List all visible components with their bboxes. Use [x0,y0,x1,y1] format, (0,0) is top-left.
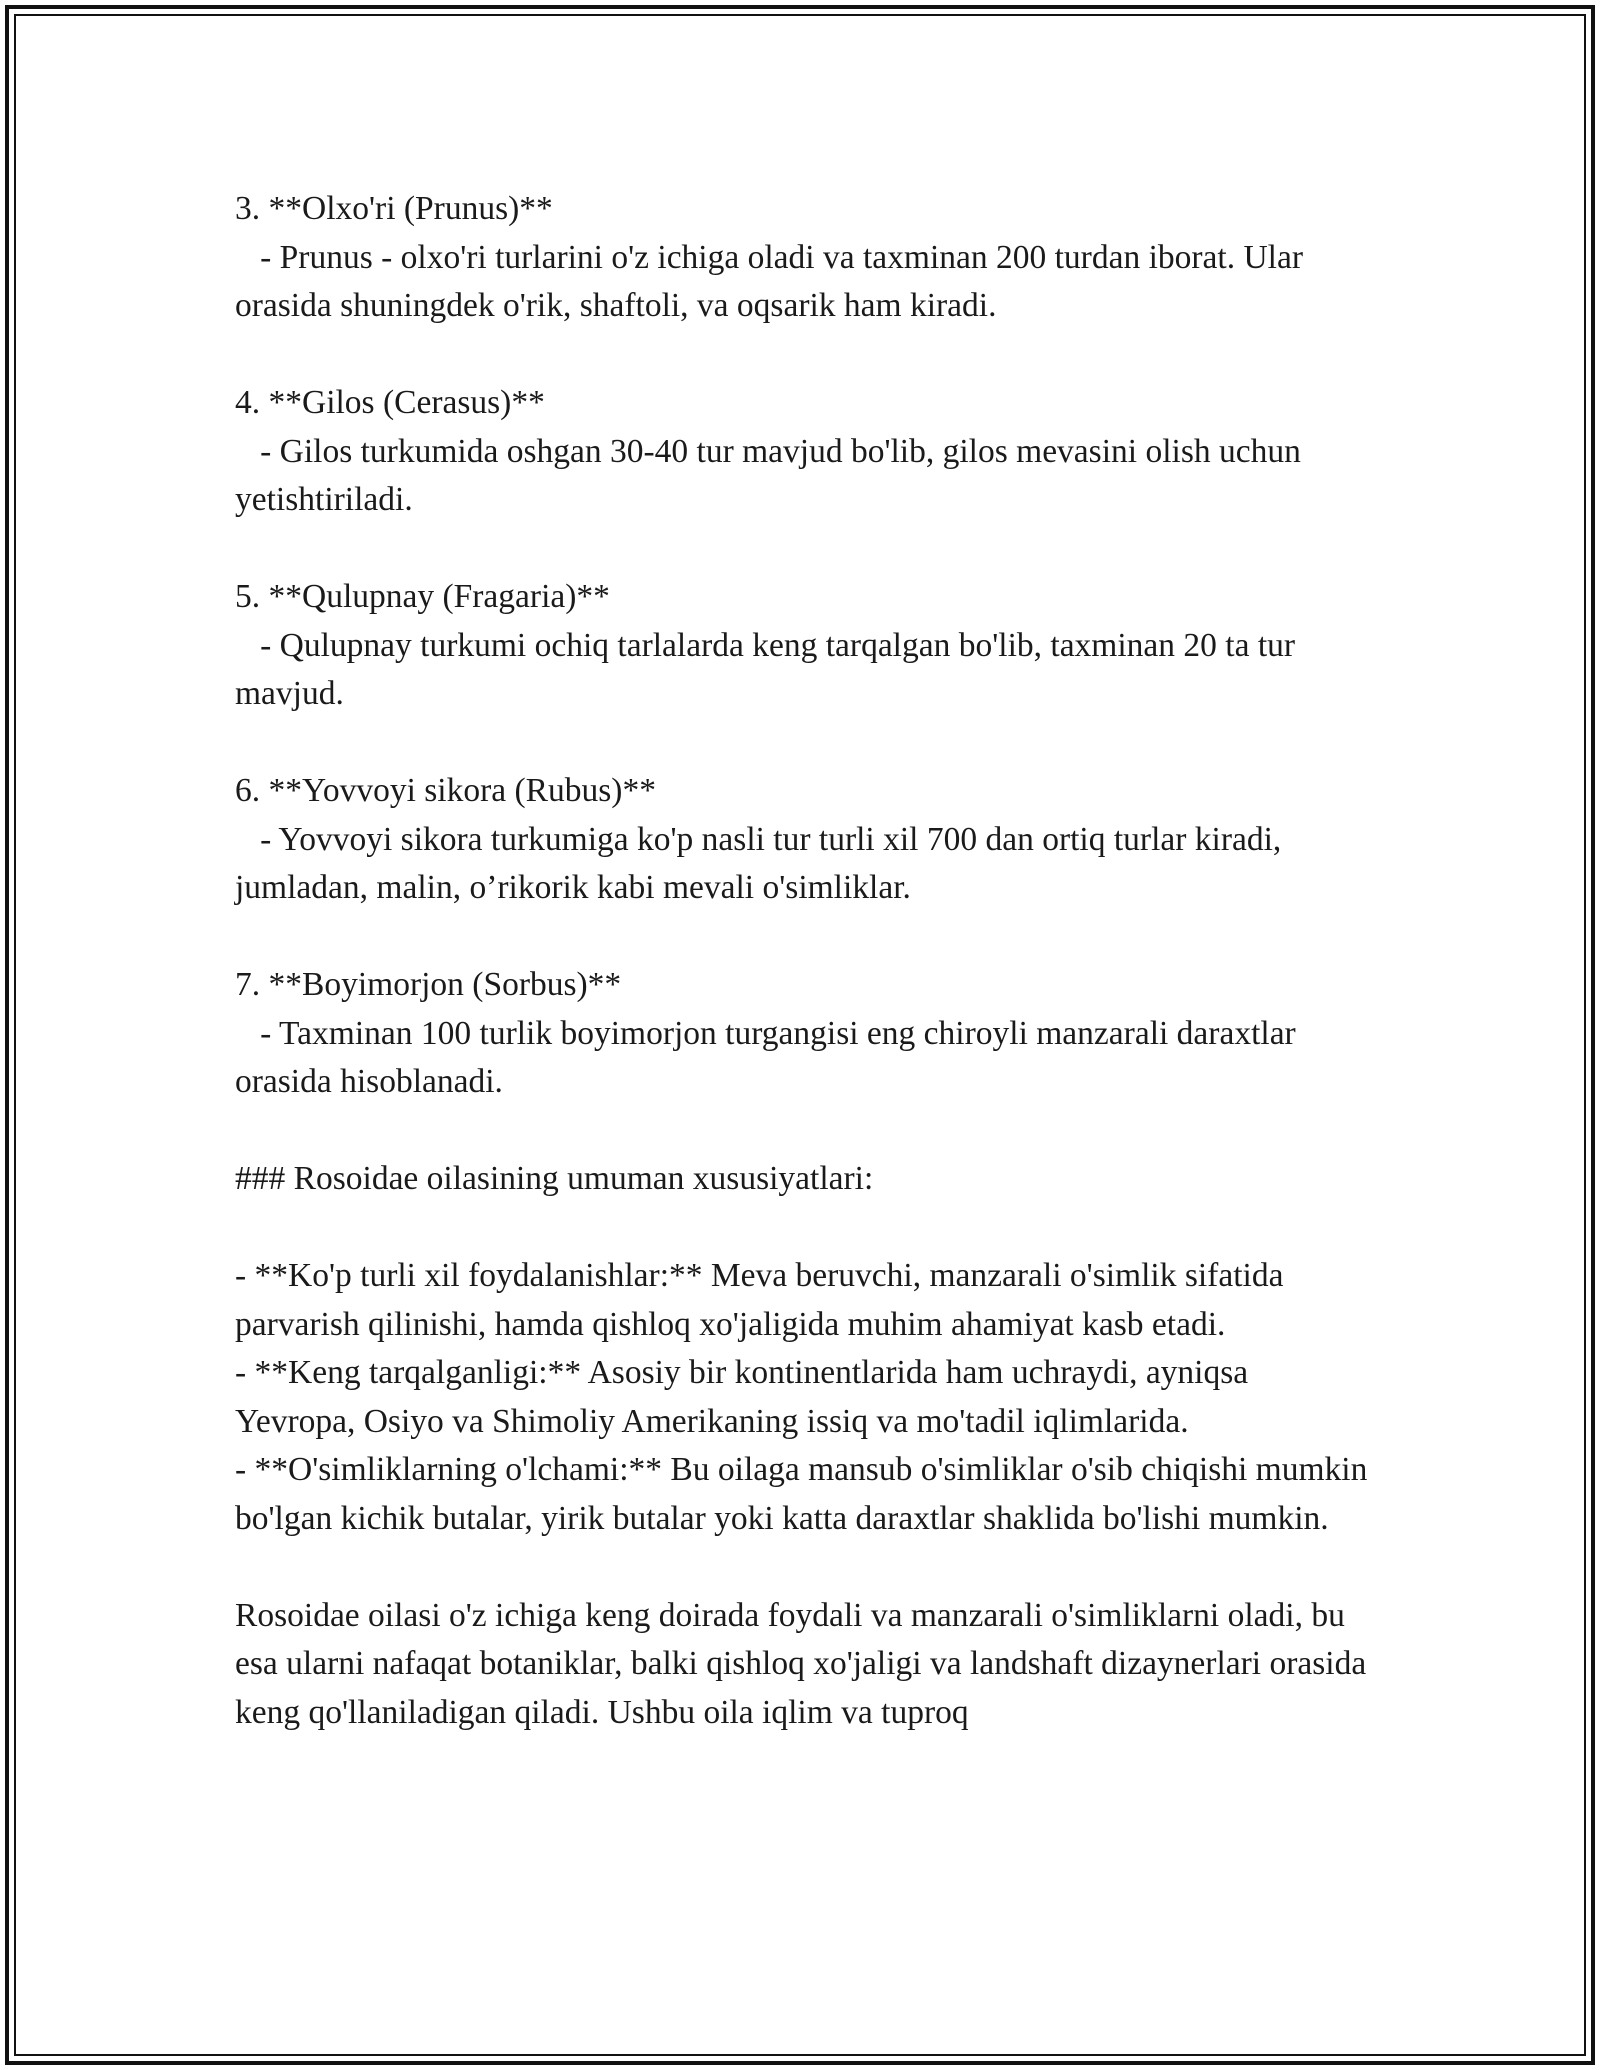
section-heading-cerasus: 4. **Gilos (Cerasus)** [235,384,545,421]
section-body-sorbus: - Taxminan 100 turlik boyimorjon turgangisi eng chiroyli manzarali daraxtlar orasida hisoblanadi. [235,1014,1305,1100]
section-heading-rubus: 6. **Yovvoyi sikora (Rubus)** [235,772,656,809]
paragraph-gap [235,1543,1370,1592]
paragraph-gap [235,1107,1370,1156]
paragraph-gap [235,913,1370,962]
section-body-cerasus: - Gilos turkumida oshgan 30-40 tur mavjud bo'lib, gilos mevasini olish uchun yetishtiriladi. [235,432,1310,518]
paragraph-gap [235,525,1370,574]
bullet-plant-size: - **O'simliklarning o'lchami:** Bu oilaga mansub o'simliklar o'sib chiqishi mumkin bo'lgan kichik butalar, yirik butalar yoki katta daraxtlar shaklida bo'lishi mumkin. [235,1451,1376,1537]
section-heading-sorbus: 7. **Boyimorjon (Sorbus)** [235,966,622,1003]
bullet-distribution: - **Keng tarqalganligi:** Asosiy bir kontinentlarida ham uchraydi, ayniqsa Yevropa, Osiyo va Shimoliy Amerikaning issiq va mo'tadil iqlimlarida. [235,1354,1256,1440]
section-body-rubus: - Yovvoyi sikora turkumiga ko'p nasli tur turli xil 700 dan ortiq turlar kiradi, jumladan, malin, o’rikorik kabi mevali o'simliklar. [235,820,1290,906]
section-body-fragaria: - Qulupnay turkumi ochiq tarlalarda keng tarqalgan bo'lib, taxminan 20 ta tur mavjud. [235,626,1304,712]
paragraph-gap [235,1204,1370,1253]
bullet-uses: - **Ko'p turli xil foydalanishlar:** Meva beruvchi, manzarali o'simlik sifatida parvarish qilinishi, hamda qishloq xo'jaligida muhim ahamiyat kasb etadi. [235,1257,1292,1343]
document-page [235,185,1376,1737]
section-heading-fragaria: 5. **Qulupnay (Fragaria)** [235,578,610,615]
general-features-heading: ### Rosoidae oilasining umuman xususiyatlari: [235,1160,874,1197]
section-heading-prunus: 3. **Olxo'ri (Prunus)** [235,190,553,227]
paragraph-gap [235,719,1370,768]
paragraph-gap [235,331,1370,380]
section-body-prunus: - Prunus - olxo'ri turlarini o'z ichiga oladi va taxminan 200 turdan iborat. Ular orasida shuningdek o'rik, shaftoli, va oqsarik ham kiradi. [235,238,1312,324]
closing-paragraph: Rosoidae oilasi o'z ichiga keng doirada foydali va manzarali o'simliklarni oladi, bu esa ularni nafaqat botaniklar, balki qishloq xo'jaligi va landshaft dizaynerlari orasida keng qo'llaniladigan qiladi. Ushbu oila iqlim va tuproq [235,1596,1375,1731]
